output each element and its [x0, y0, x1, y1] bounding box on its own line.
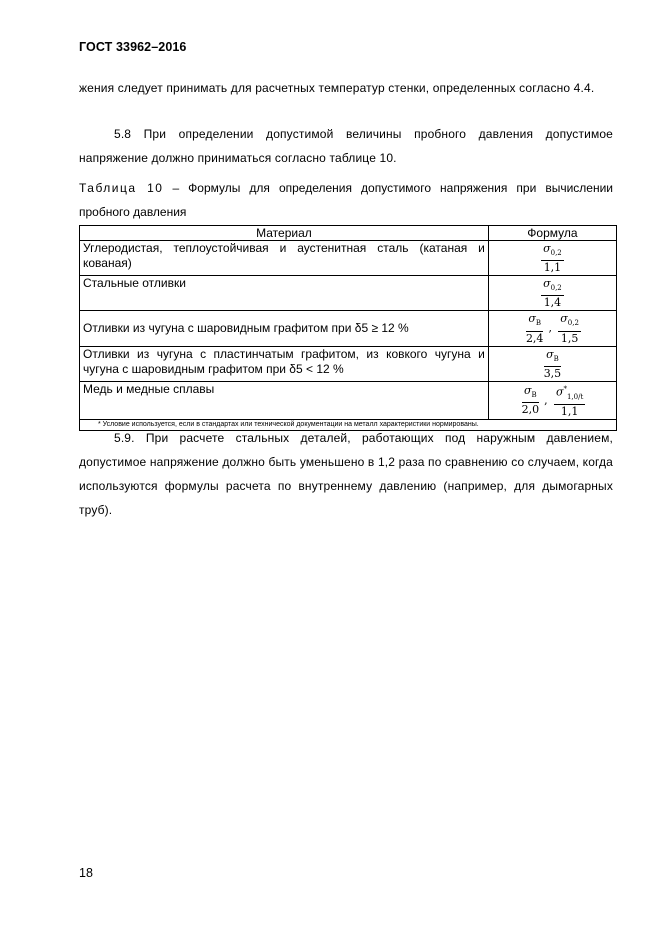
table-footnote: * Условие используется, если в стандартах или технической документации на металл характеристики нормированы.	[80, 419, 617, 430]
formula-table	[79, 225, 617, 431]
formula-fraction	[541, 277, 564, 309]
formula-fraction	[541, 242, 564, 274]
page-number: 18	[79, 866, 93, 880]
paragraph-5-8: 5.8 При определении допустимой величины пробного давления допустимое напряжение должно приниматься согласно таблице 10.	[79, 127, 613, 165]
formula-numerator: $\sigma_{0,2}$	[541, 277, 564, 296]
table-row	[80, 241, 617, 276]
material-cell: Медь и медные сплавы	[80, 381, 489, 419]
formula-numerator: $\sigma_В$	[544, 348, 561, 367]
formula-denominator: 2,4	[525, 331, 544, 345]
formula-numerator: $\sigma_{0,2}$	[541, 242, 564, 261]
table-row	[80, 346, 617, 381]
formula-numerator: $\sigma_В$	[526, 312, 543, 331]
formula-cell	[488, 311, 616, 346]
material-cell: Отливки из чугуна с пластинчатым графитом, из ковкого чугуна и чугуна с шаровидным графитом при δ5 < 12 %	[80, 346, 489, 381]
formula-numerator: $\sigma_В$	[522, 384, 539, 403]
table-header-row	[80, 226, 617, 241]
document-header: ГОСТ 33962–2016	[79, 40, 187, 54]
table-row	[80, 381, 617, 419]
table-row	[80, 311, 617, 346]
formula-fraction	[558, 312, 581, 344]
formula-cell	[488, 276, 616, 311]
table-caption	[79, 176, 613, 224]
formula-fraction	[542, 348, 564, 380]
formula-numerator: $\sigma_{0,2}$	[558, 312, 581, 331]
table-row	[80, 276, 617, 311]
formula-denominator: 1,5	[560, 331, 579, 345]
material-cell: Стальные отливки	[80, 276, 489, 311]
formula-cell	[488, 381, 616, 419]
material-cell: Отливки из чугуна с шаровидным графитом при δ5 ≥ 12 %	[80, 311, 489, 346]
formula-numerator: $\sigma^*_{1,0/t}$	[554, 383, 585, 405]
formula-denominator: 3,5	[543, 366, 562, 380]
formula-fraction	[524, 312, 546, 344]
formula-separator: ,	[544, 393, 548, 407]
paragraph-continuation: жения следует принимать для расчетных температур стенки, определенных согласно 4.4.	[79, 81, 595, 95]
formula-cell	[488, 241, 616, 276]
formula-fraction	[554, 383, 585, 418]
formula-denominator: 1,4	[543, 296, 562, 310]
table-caption-label: Таблица 10	[79, 181, 164, 195]
table-caption-text: – Формулы для определения допустимого напряжения при вычислении пробного давления	[79, 181, 613, 219]
formula-cell	[488, 346, 616, 381]
header-formula: Формула	[488, 226, 616, 241]
formula-separator: ,	[548, 321, 552, 335]
formula-denominator: 1,1	[543, 261, 562, 275]
header-material: Материал	[80, 226, 489, 241]
paragraph-5-9: 5.9. При расчете стальных деталей, работающих под наружным давлением, допустимое напряжение должно быть уменьшено в 1,2 раза по сравнению со случаем, когда используются формулы расчета по внутреннему давлению (например, для дымогарных труб).	[79, 431, 613, 517]
formula-fraction	[520, 384, 542, 416]
formula-denominator: 2,0	[521, 403, 540, 417]
material-cell: Углеродистая, теплоустойчивая и аустенитная сталь (катаная и кованая)	[80, 241, 489, 276]
formula-denominator: 1,1	[560, 404, 579, 418]
